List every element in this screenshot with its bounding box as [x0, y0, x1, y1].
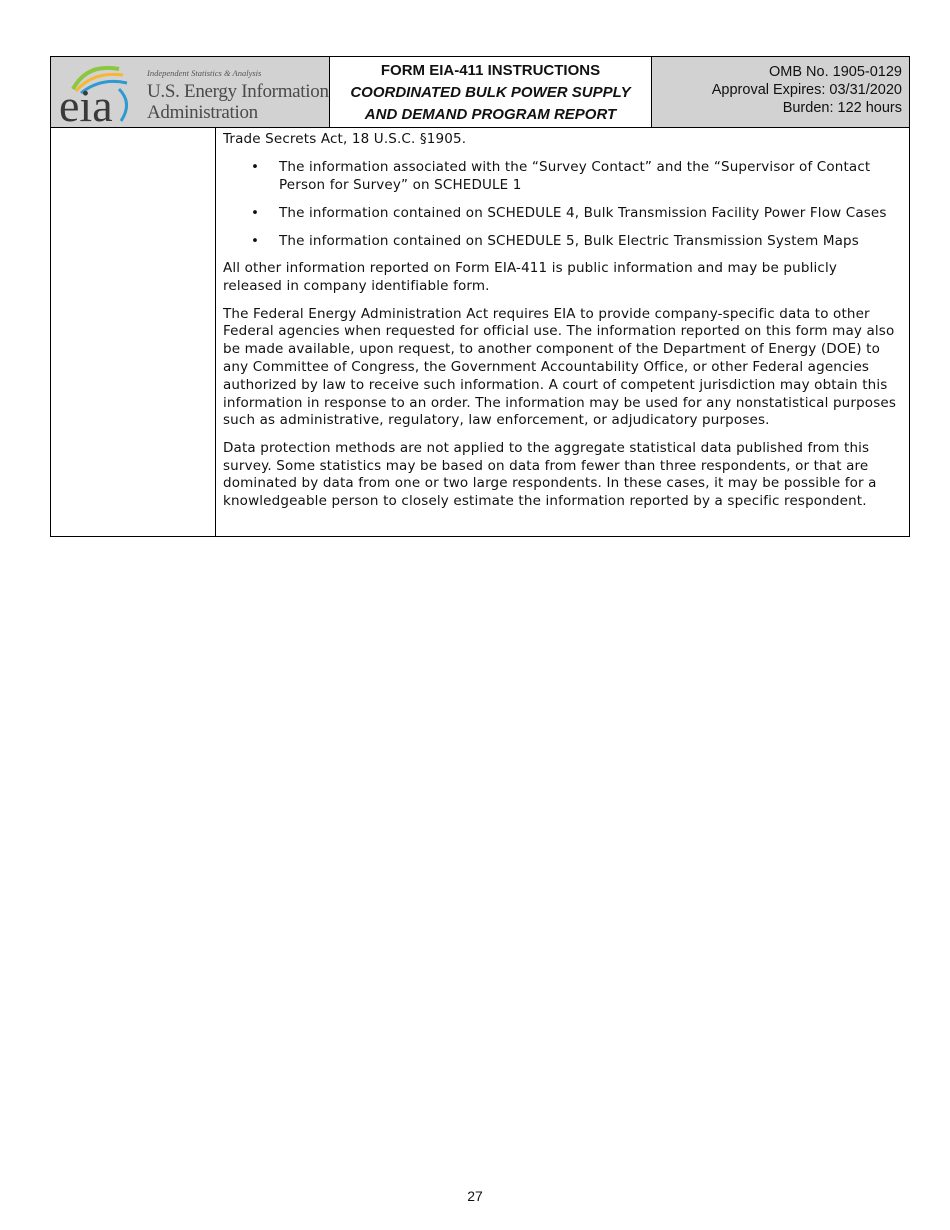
- list-item: • The information associated with the “Survey Contact” and the “Supervisor of Contact Person for Survey” on SCHEDULE 1: [251, 159, 871, 194]
- section-content-cell: [216, 128, 909, 536]
- page-number: 27: [467, 1188, 483, 1204]
- form-title-line3: AND DEMAND PROGRAM REPORT: [364, 106, 617, 123]
- list-item: • The information contained on SCHEDULE 4, Bulk Transmission Facility Power Flow Cases: [251, 204, 887, 221]
- logo-agency-name-line1: U.S. Energy Information: [147, 81, 329, 102]
- paragraph-data-protection: Data protection methods are not applied to the aggregate statistical data published from this survey. Some statistics may be based on data from fewer than three respondents, or that are dominated by data from one or two large respondents. In these cases, it may be possible for a knowledgeable person to closely estimate the information reported by a specific respondent.: [223, 439, 877, 510]
- eia-logo-icon: [59, 59, 149, 127]
- form-title-line1: FORM EIA-411 INSTRUCTIONS: [380, 62, 601, 79]
- page-header: [50, 56, 910, 128]
- form-title-line2: COORDINATED BULK POWER SUPPLY: [350, 84, 631, 101]
- bullet-icon: •: [251, 232, 260, 249]
- confidential-items-list: [223, 159, 897, 250]
- list-item: • The information contained on SCHEDULE 5, Bulk Electric Transmission System Maps: [251, 232, 859, 249]
- bullet-icon: •: [251, 159, 260, 176]
- section-label-cell: [51, 128, 216, 536]
- logo-tagline: Independent Statistics & Analysis: [147, 68, 262, 78]
- burden-hours: Burden: 122 hours: [782, 100, 902, 116]
- eia-logo: [51, 57, 330, 127]
- instructions-table: [50, 127, 910, 537]
- svg-text:eia: eia: [59, 80, 113, 127]
- bullet-icon: •: [251, 204, 260, 221]
- omb-info: [652, 57, 909, 127]
- approval-expires: Approval Expires: 03/31/2020: [711, 82, 902, 98]
- logo-agency-name-line2: Administration: [147, 102, 258, 123]
- intro-text: Trade Secrets Act, 18 U.S.C. §1905.: [223, 131, 467, 147]
- omb-number: OMB No. 1905-0129: [769, 64, 902, 80]
- form-title: [330, 57, 652, 127]
- paragraph-federal-act: The Federal Energy Administration Act requires EIA to provide company-specific data to other Federal agencies when requested for official use. The information reported on this form may also be made available, upon request, to another component of the Department of Energy (DOE) to any Committee of Congress, the Government Accountability Office, or other Federal agencies authorized by law to receive such information. A court of competent jurisdiction may obtain this information in response to an order. The information may be used for any nonstatistical purposes such as administrative, regulatory, law enforcement, or adjudicatory purposes.: [223, 305, 897, 429]
- paragraph-public-info: All other information reported on Form EIA-411 is public information and may be publicly released in company identifiable form.: [223, 260, 837, 295]
